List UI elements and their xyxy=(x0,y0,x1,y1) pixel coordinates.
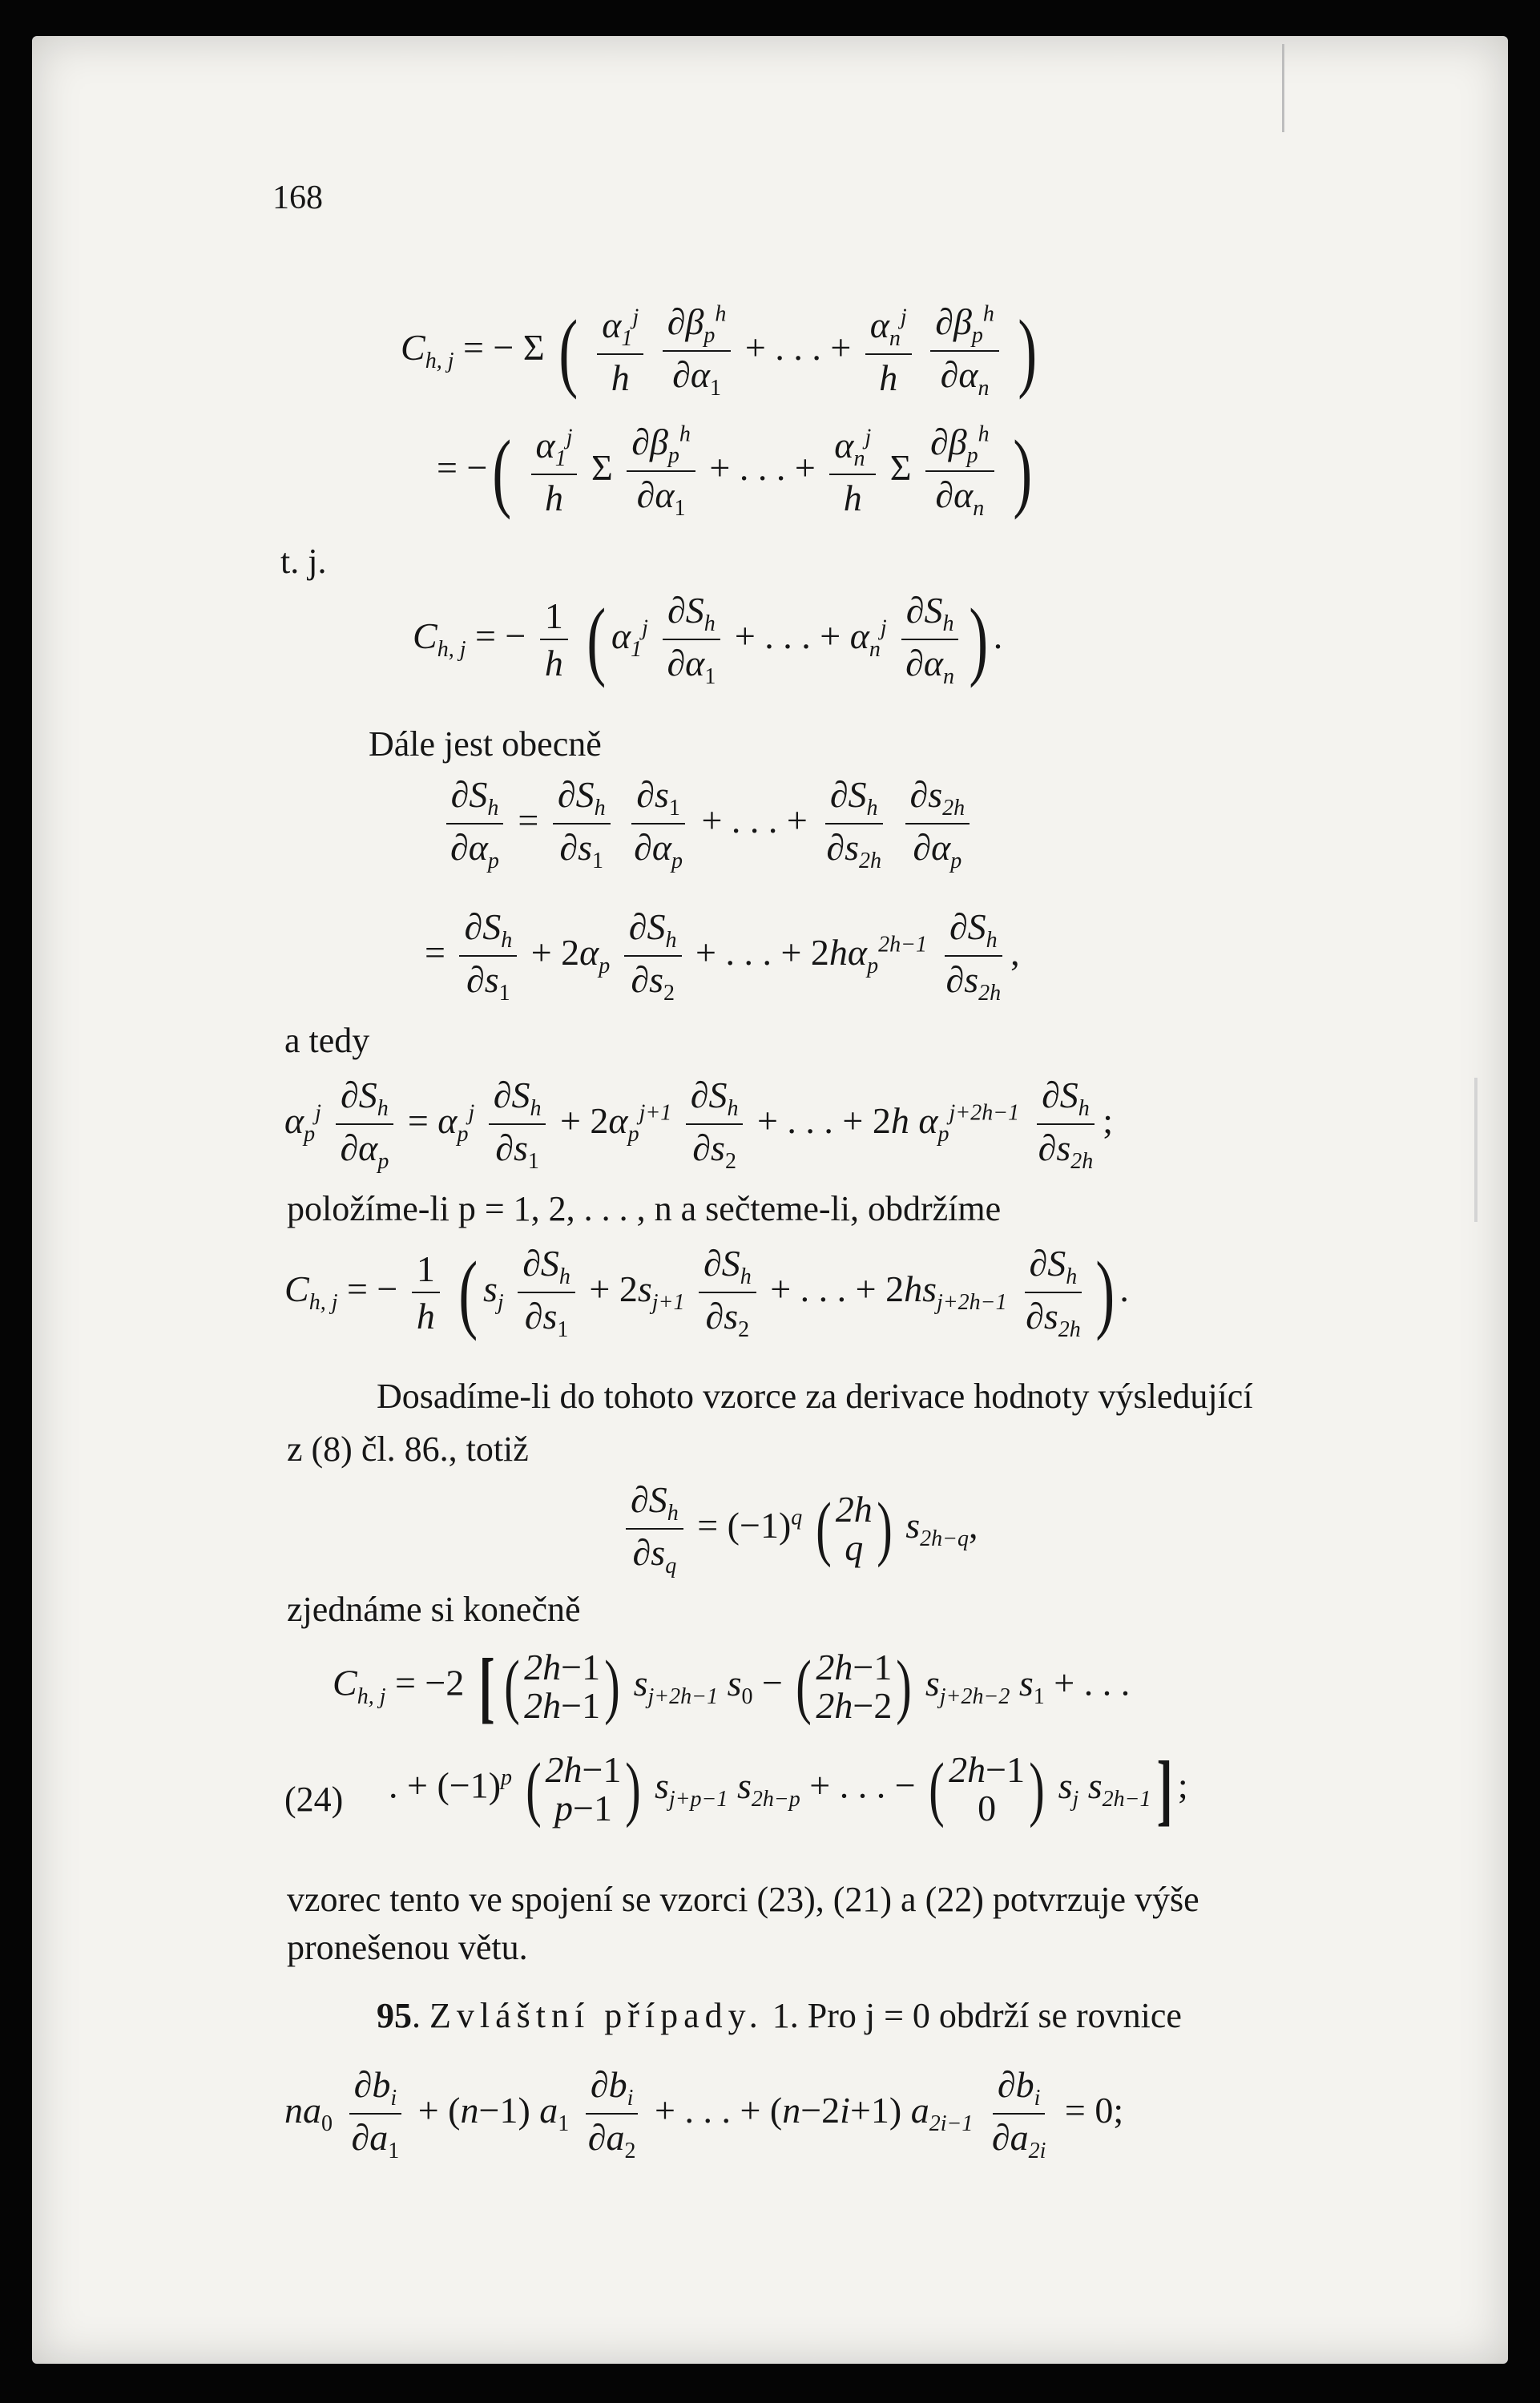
tj-label: t. j. xyxy=(280,542,327,581)
equation-7: $C_{h, j}$ = − $\frac{1}{h}$ ( $s_j$ $\frac{\partial S_h}{\partial s_1}$ + $2s_{j+1}$ $\frac{\partial S_h}{\partial s_2}$ + . . . + $2hs_{j+2h-1}$ $\frac{\partial S_h}{\partial s_{2h}}$ ) . xyxy=(284,1243,1129,1343)
equation-8: $\frac{\partial S_h}{\partial s_q}$ = $(-1)^q$ ( 2h q ) $s_{2h-q}$, xyxy=(621,1478,978,1579)
text-a-tedy: a tedy xyxy=(284,1021,370,1060)
book-page xyxy=(32,36,1508,2364)
scan-mark xyxy=(1474,1078,1478,1222)
equation-9: $C_{h, j} = -2$ [ ( 2h−1 2h−1 ) $s_{j+2h-1}$ $s_0$ − ( 2h−1 2h−2 ) $s_{j+2h-2}$ $s_1$ + . . . xyxy=(333,1642,1131,1731)
equation-5: = $\frac{\partial S_h}{\partial s_1}$ + $2\alpha_p$ $\frac{\partial S_h}{\partial s_2}$ + . . . + $2h\alpha_p^{2h-1}$ $\frac{\partial S_h}{\partial s_{2h}}$ , xyxy=(425,906,1020,1006)
scan-mark xyxy=(1282,44,1284,132)
text-vzorec-2: pronešenou větu. xyxy=(287,1928,528,1967)
equation-3: $C_{h, j}$ = − $\frac{1}{h}$ ( $\alpha_1^j$ $\frac{\partial S_h}{\partial\alpha_1}$ + . . . + $\alpha_n^j$ $\frac{\partial S_h}{\partial\alpha_n}$ ) . xyxy=(413,590,1003,690)
section-rest: 1. Pro j = 0 obdrží se rovnice xyxy=(772,1996,1182,2035)
section-number: 95 xyxy=(377,1996,412,2035)
text-dosadime-1: Dosadíme-li do tohoto vzorce za derivace hodnoty výsledující xyxy=(377,1377,1253,1416)
text-vzorec-1: vzorec tento ve spojení se vzorci (23), (21) a (22) potvrzuje výše xyxy=(287,1880,1199,1919)
section-title: Zvláštní případy. xyxy=(429,1996,764,2035)
section-heading: 95. Zvláštní případy. 1. Pro j = 0 obdrží se rovnice xyxy=(377,1996,1182,2035)
text-zjednáme: zjednáme si konečně xyxy=(287,1590,581,1629)
equation-2: = −( $\frac{\alpha_1^j}{h}$ Σ $\frac{\partial\beta_p^h}{\partial\alpha_1}$ + . . . + $\frac{\alpha_n^j}{h}$ Σ $\frac{\partial\beta_p^h}{\partial\alpha_n}$ ) xyxy=(437,421,1033,522)
text-polozime: položíme-li p = 1, 2, . . . , n a sečteme-li, obdržíme xyxy=(287,1189,1002,1228)
equation-6: $\alpha_p^j$ $\frac{\partial S_h}{\partial\alpha_p}$ = $\alpha_p^j$ $\frac{\partial S_h}{\partial s_1}$ + $2\alpha_p^{j+1}$ $\frac{\partial S_h}{\partial s_2}$ + . . . + 2h $\alpha_p^{j+2h-1}$ $\frac{\partial S_h}{\partial s_{2h}}$ ; xyxy=(284,1074,1114,1175)
equation-4: $\frac{\partial S_h}{\partial\alpha_p}$ = $\frac{\partial S_h}{\partial s_1}$ $\frac{\partial s_1}{\partial\alpha_p}$ + . . . + $\frac{\partial S_h}{\partial s_{2h}}$ $\frac{\partial s_{2h}}{\partial\alpha_p}$ xyxy=(441,773,974,874)
equation-11: $na_0$ $\frac{\partial b_i}{\partial a_1}$ + (n−1) $a_1$ $\frac{\partial b_i}{\partial a_2}$ + . . . + (n−2i+1) $a_{2i-1}$ $\frac{\partial b_i}{\partial a_{2i}}$ = 0; xyxy=(284,2064,1124,2164)
text-dosadime-2: z (8) čl. 86., totiž xyxy=(287,1429,529,1469)
equation-number-24: (24) xyxy=(284,1780,344,1819)
text-dale: Dále jest obecně xyxy=(369,724,602,764)
equation-1: $C_{h, j}$ = − Σ ( $\frac{\alpha_1^j}{h}$ $\frac{\partial\beta_p^h}{\partial\alpha_1}$ + . . . + $\frac{\alpha_n^j}{h}$ $\frac{\partial\beta_p^h}{\partial\alpha_n}$ ) xyxy=(401,301,1038,401)
page-number: 168 xyxy=(272,179,323,216)
equation-10: . + $(-1)^p$ ( 2h−1 p−1 ) $s_{j+p-1}$ $s_{2h-p}$ + . . . − ( 2h−1 0 ) $s_j$ $s_{2h-1}$] ; xyxy=(389,1744,1188,1833)
